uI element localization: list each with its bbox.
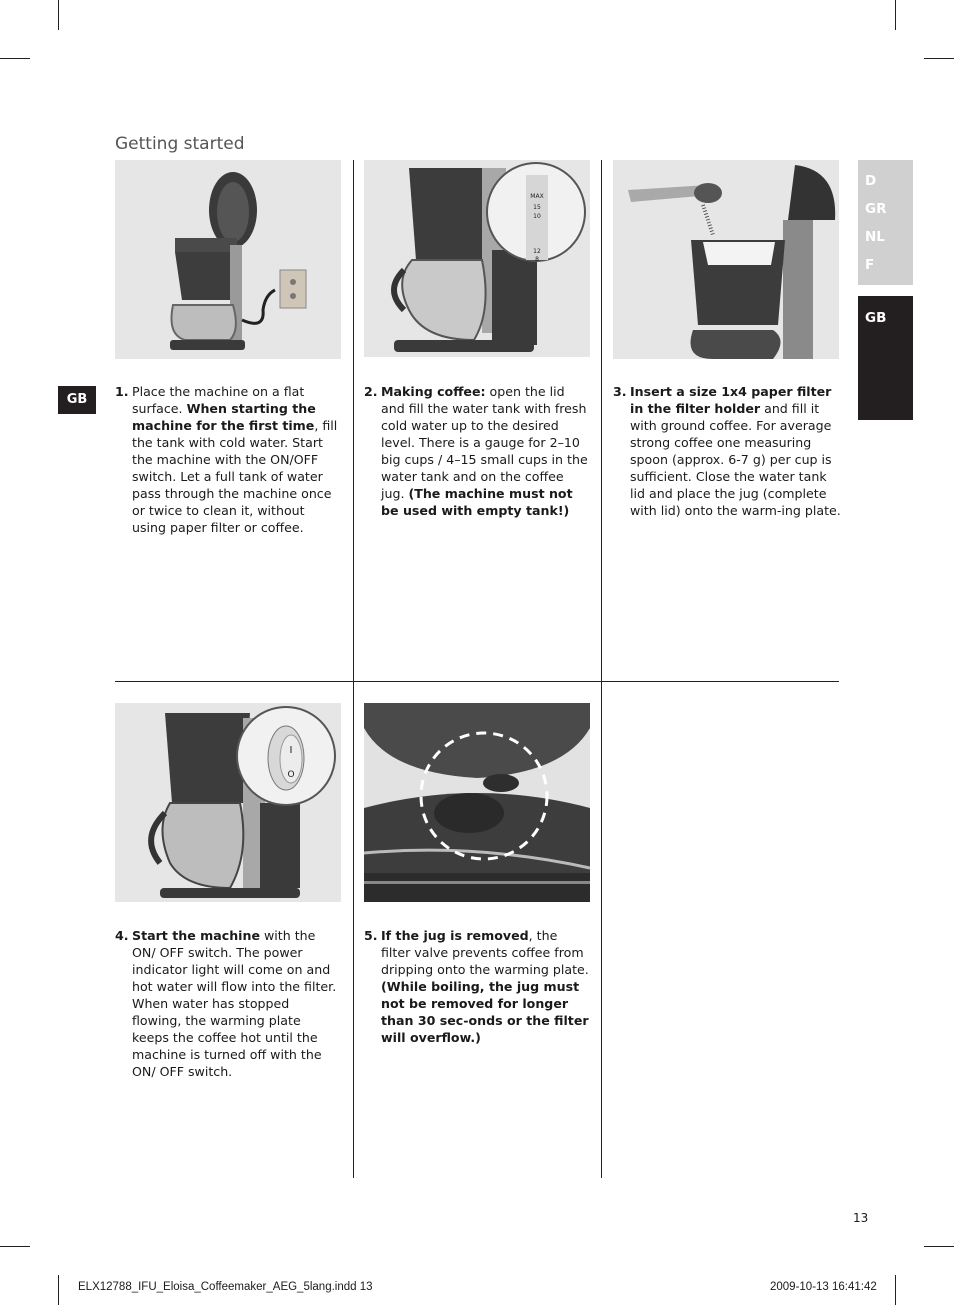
section-label-gb: GB [58,386,96,414]
step-heading: Start the machine [132,928,260,943]
step-heading: Making coffee: [381,384,486,399]
step-text: , fill the tank with cold water. Start the machine with the ON/OFF switch. Let a full tank of water pass through the machine once or twice to clean it, without using paper filter or coffee. [132,418,338,535]
page-title: Getting started [115,134,245,155]
footer-file-name: ELX12788_IFU_Eloisa_Coffeemaker_AEG_5lang.indd 13 [78,1281,373,1293]
step-text: open the lid and fill the water tank with fresh cold water up to the desired level. There is a gauge for 2–10 big cups / 4–15 small cups in the water tank and on the coffee jug. [381,384,588,501]
step-heading: If the jug is removed [381,928,529,943]
crop-mark [58,0,59,30]
language-tabs [858,160,913,285]
step-5 [364,927,590,1046]
step-4 [115,927,341,1080]
crop-mark [58,1275,59,1305]
page-number: 13 [853,1211,869,1225]
step-number: 1. [115,384,129,399]
tab-nl[interactable]: NL [865,229,885,245]
crop-mark [895,1275,896,1305]
gauge-label-max: MAX [530,193,544,200]
step-number: 5. [364,928,378,943]
step-3 [613,383,841,519]
tab-gb-active[interactable]: GB [858,296,913,420]
step-text: , the filter valve prevents coffee from dripping onto the warming plate. [381,928,589,977]
image-machine-plug [115,160,341,359]
step-number: 2. [364,384,378,399]
step-number: 3. [613,384,627,399]
crop-mark [924,58,954,59]
switch-on-label: I [289,745,293,756]
image-water-gauge [364,160,590,357]
step-warning: (While boiling, the jug must not be removed for longer than 30 sec-onds or the filter will overflow.) [381,979,589,1045]
step-text: with the ON/ OFF switch. The power indicator light will come on and hot water will flow into the filter. When water has stopped flowing, the warming plate keeps the coffee hot until the machine is turned off with the ON/ OFF switch. [132,928,337,1079]
switch-off-label: O [287,770,295,780]
step-warning: (The machine must not be used with empty tank!) [381,486,573,518]
gauge-label-8: 8 [535,256,539,263]
crop-mark [0,1246,30,1247]
gauge-label-15: 15 [533,204,541,211]
crop-mark [924,1246,954,1247]
step-text: and fill it with ground coffee. For average strong coffee one measuring spoon (approx. 6-7 g) per cup is sufficient. Close the water tank lid and place the jug (complete with lid) onto the warm-ing plate. [630,401,841,518]
column-divider [353,160,354,1178]
step-2 [364,383,590,519]
step-number: 4. [115,928,129,943]
image-filter-valve [364,703,590,902]
footer-timestamp: 2009-10-13 16:41:42 [770,1281,877,1293]
step-text: Place the machine on a flat surface. [132,384,305,416]
crop-mark [895,0,896,30]
row-divider [115,681,839,682]
crop-mark [0,58,30,59]
step-heading: Insert a size 1x4 paper filter in the filter holder [630,384,832,416]
tab-d[interactable]: D [865,173,877,189]
tab-f[interactable]: F [865,257,875,273]
gauge-label-12: 12 [533,248,541,255]
step-emphasis: When starting the machine for the first time [132,401,316,433]
image-on-off-switch [115,703,341,902]
step-1 [115,383,341,536]
column-divider [601,160,602,1178]
tab-gr[interactable]: GR [865,201,887,217]
gauge-label-10: 10 [533,213,541,220]
image-paper-filter [613,160,839,359]
